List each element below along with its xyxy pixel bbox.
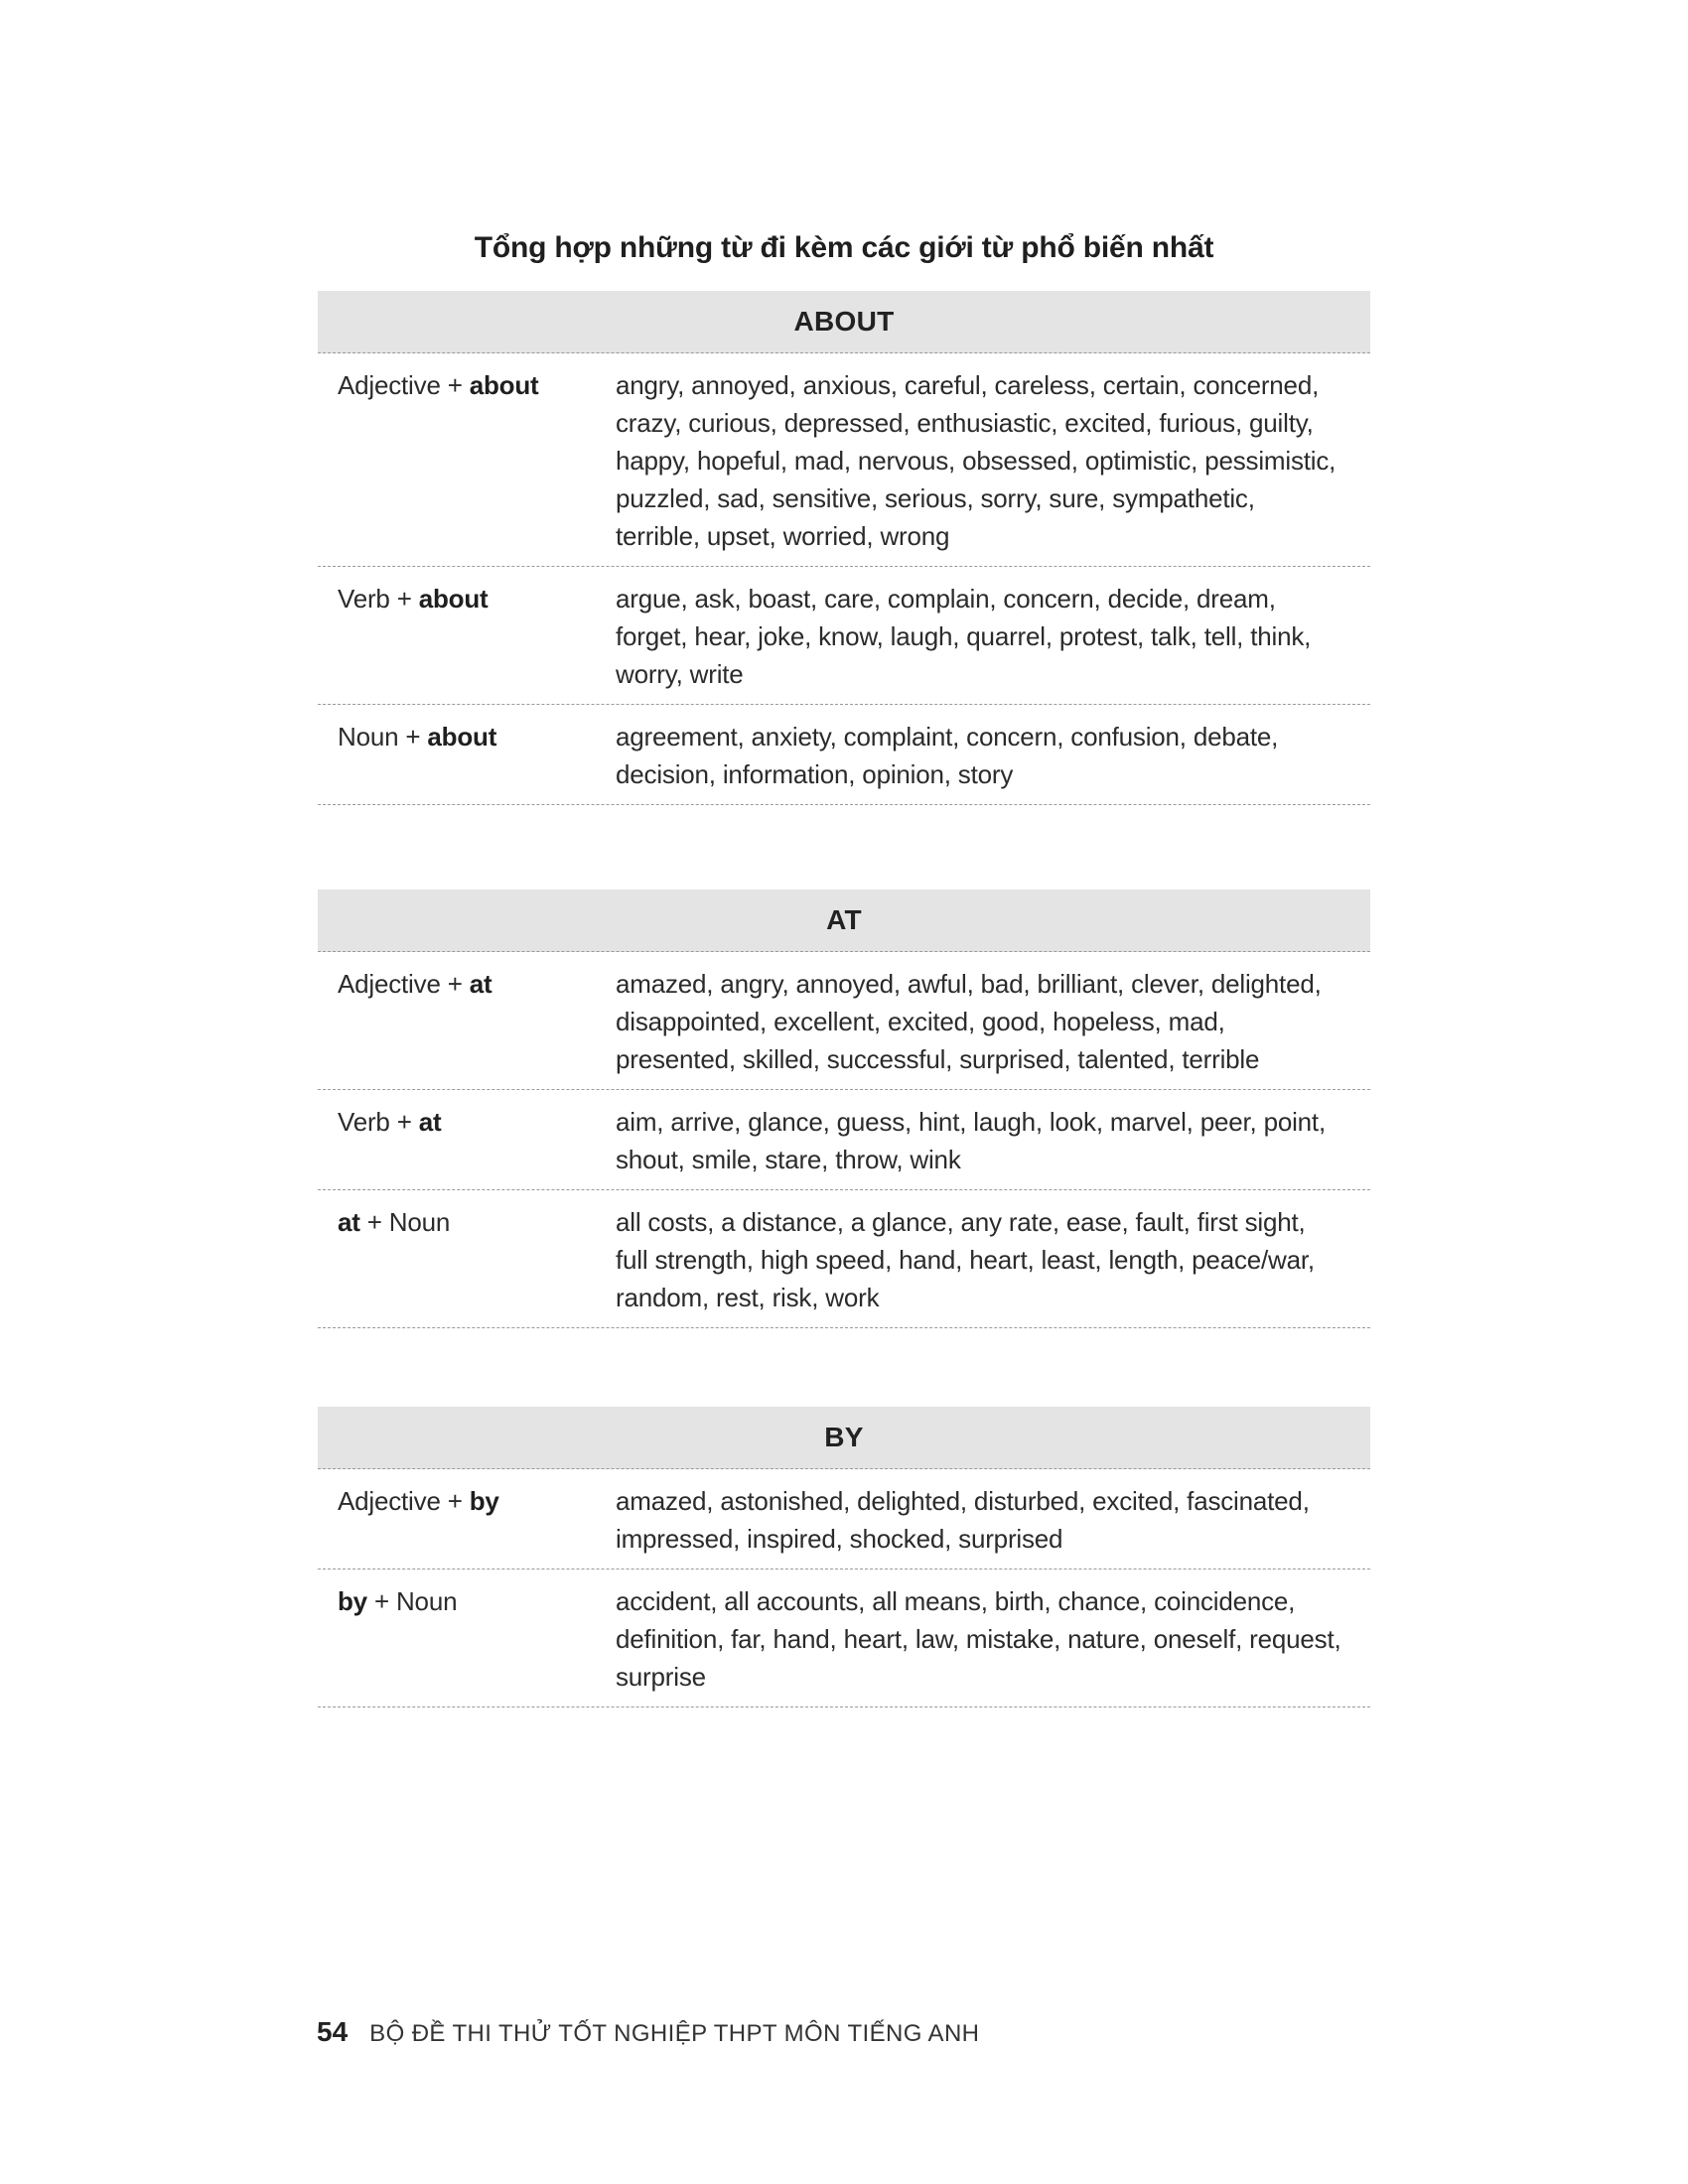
- row-label: [338, 1582, 616, 1620]
- section-header-by: [318, 1407, 1370, 1469]
- row-label: [338, 1203, 616, 1241]
- table-row: [318, 1570, 1370, 1707]
- table-row: [318, 353, 1370, 567]
- row-label: [338, 965, 616, 1003]
- section-header-label: BY: [824, 1422, 864, 1452]
- row-label-pre: Noun +: [338, 722, 428, 751]
- row-words: amazed, astonished, delighted, disturbed, excited, fascinated, impressed, inspired, shocked, surprised: [616, 1486, 1310, 1554]
- page-footer: [317, 2016, 979, 2048]
- row-label-post: + Noun: [359, 1207, 451, 1237]
- section-header-at: [318, 889, 1370, 952]
- table-row: [318, 1090, 1370, 1190]
- row-words: argue, ask, boast, care, complain, concern, decide, dream, forget, hear, joke, know, laugh, quarrel, protest, talk, tell, think, worry, write: [616, 584, 1312, 689]
- row-words: all costs, a distance, a glance, any rate, ease, fault, first sight, full strength, high speed, hand, heart, least, length, peace/war, random, rest, risk, work: [616, 1207, 1315, 1312]
- section-at: [318, 889, 1370, 1328]
- row-label-pre: Verb +: [338, 584, 419, 614]
- row-label-pre: Verb +: [338, 1107, 419, 1137]
- row-label-bold: by: [469, 1486, 499, 1516]
- row-label: [338, 366, 616, 404]
- row-label: [338, 718, 616, 755]
- row-label: [338, 1482, 616, 1520]
- row-label: [338, 1103, 616, 1141]
- row-label-bold: at: [469, 969, 492, 999]
- row-label-bold: at: [338, 1207, 360, 1237]
- table-row: [318, 1469, 1370, 1570]
- row-label-bold: about: [427, 722, 497, 751]
- table-row: [318, 705, 1370, 805]
- table-row: [318, 567, 1370, 705]
- footer-text: BỘ ĐỀ THI THỬ TỐT NGHIỆP THPT MÔN TIẾNG ANH: [369, 2020, 980, 2047]
- row-label-pre: Adjective +: [338, 969, 470, 999]
- section-about: [318, 291, 1370, 805]
- page-content: [318, 0, 1370, 1707]
- row-label-pre: Adjective +: [338, 1486, 470, 1516]
- row-label-bold: by: [338, 1586, 367, 1616]
- section-header-label: ABOUT: [793, 306, 895, 337]
- row-words: accident, all accounts, all means, birth, chance, coincidence, definition, far, hand, heart, law, mistake, nature, oneself, request, surprise: [616, 1586, 1341, 1692]
- row-label-bold: at: [418, 1107, 442, 1137]
- row-words: angry, annoyed, anxious, careful, careless, certain, concerned, crazy, curious, depressed, enthusiastic, excited, furious, guilty, happy, hopeful, mad, nervous, obsessed, optimistic, pessimistic, puzzled, sad, sensitive, serious, sorry, sure, sympathetic, terrible, upset, worried, wrong: [616, 370, 1336, 551]
- row-label-post: + Noun: [366, 1586, 458, 1616]
- row-label-bold: about: [469, 370, 539, 400]
- table-row: [318, 1190, 1370, 1328]
- row-words: aim, arrive, glance, guess, hint, laugh, look, marvel, peer, point, shout, smile, stare, throw, wink: [616, 1107, 1326, 1174]
- table-row: [318, 952, 1370, 1090]
- row-words: agreement, anxiety, complaint, concern, confusion, debate, decision, information, opinion, story: [616, 722, 1279, 789]
- row-words: amazed, angry, annoyed, awful, bad, brilliant, clever, delighted, disappointed, excellent, excited, good, hopeless, mad, presented, skilled, successful, surprised, talented, terrible: [616, 969, 1322, 1074]
- page-title: Tổng hợp những từ đi kèm các giới từ phổ biến nhất: [474, 231, 1214, 264]
- row-label-bold: about: [418, 584, 489, 614]
- section-header-about: [318, 291, 1370, 353]
- row-label-pre: Adjective +: [338, 370, 470, 400]
- row-label: [338, 580, 616, 617]
- page-number: 54: [317, 2016, 349, 2047]
- section-by: [318, 1407, 1370, 1707]
- section-header-label: AT: [826, 904, 862, 935]
